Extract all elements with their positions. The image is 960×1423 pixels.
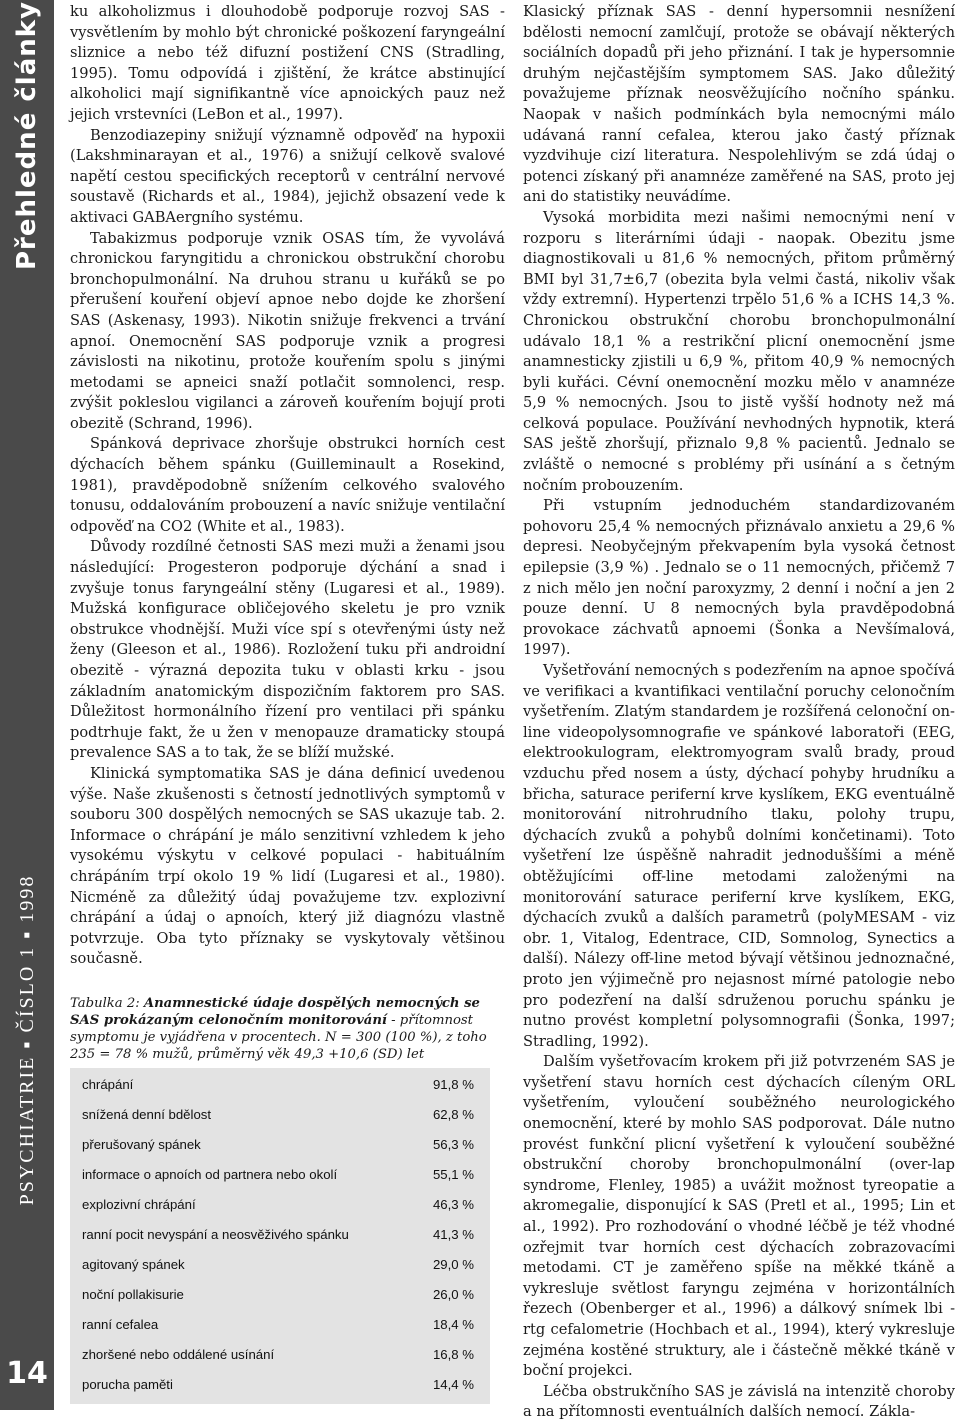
symptom-percent: 18,4 %: [432, 1317, 474, 1332]
symptom-percent: 55,1 %: [432, 1167, 474, 1182]
table-row: [82, 1160, 478, 1190]
table-caption-title: Anamnestické údaje dospělých nemocných se SAS prokázaným celonočním monitorování: [70, 996, 480, 1028]
paragraph: ku alkoholizmus i dlouhodobě podporuje rozvoj SAS - vysvětlením by mohlo být chronické poškození faryngeální sliznice a nebo též difuzní postižení CNS (Stradling, 1995). Tomu odpovídá i zjištění, že krátce abstinující alkoholici mají signifikantně více apnoických pauz než jejich vrstevníci (LeBon et al., 1997).: [70, 3, 505, 123]
table-row: [82, 1130, 478, 1160]
symptom-percent: 41,3 %: [432, 1227, 474, 1242]
paragraph: Léčba obstrukčního SAS je závislá na intenzitě choroby a na přítomnosti eventuálních dalších nemocí. Zákla-: [523, 1382, 955, 1421]
table-row: [82, 1220, 478, 1250]
symptom-label: ranní cefalea: [82, 1317, 159, 1332]
symptom-label: porucha paměti: [82, 1377, 173, 1392]
symptom-percent: 62,8 %: [432, 1107, 474, 1122]
paragraph: Při vstupním jednoduchém standardizovaném pohovoru 25,4 % nemocných přiznávalo anxietu a 29,6 % depresi. Neobyčejným překvapením byla vysoká četnost epilepsie (3,9 %) . Jednalo se o 11 nemocných, přičemž 7 z nich mělo jen noční paroxyzmy, 2 denní i noční a jen 2 pouze denní. U 8 nemocných byla pravděpodobná provokace záchvatů apnoemi (Šonka a Nevšímalová, 1997).: [523, 497, 955, 659]
symptom-percent: 56,3 %: [432, 1137, 474, 1152]
paragraph: Klinická symptomatika SAS je dána definicí uvedenou výše. Naše zkušenosti s četností jednotlivých symptomů v souboru 300 dospělých nemocných se SAS ukazuje tab. 2. Informace o chrápání je málo senzitivní vzhledem k jeho vysokému výskytu v celkové populaci - habituálním chrápáním trpí okolo 19 % lidí (Lugaresi et al., 1980). Nicméně za důležitý údaj považujeme tzv. explozivní chrápání a údaj o apnoích, který již diagnózu vlastně potvrzuje. Oba tyto příznaky se vyskytovaly většinou současně.: [70, 764, 505, 968]
symptom-label: noční pollakisurie: [82, 1287, 184, 1302]
table-caption-note: - přítomnost symptomu je vyjádřena v procentech. N = 300 (100 %), z toho 235 = 78 % mužů, průměrný věk 49,3 +10,6 (SD) let: [70, 1013, 487, 1062]
symptom-label: informace o apnoích od partnera nebo okolí: [82, 1167, 338, 1182]
table-row: [82, 1250, 478, 1280]
symptom-label: přerušovaný spánek: [82, 1137, 201, 1152]
journal-issue-label: PSYCHIATRIE ▪ ČÍSLO 1 ▪ 1998: [16, 874, 38, 1206]
symptom-percent: 14,4 %: [432, 1377, 474, 1392]
table-row: [82, 1100, 478, 1130]
symptom-label: zhoršené nebo oddálené usínání: [82, 1347, 275, 1362]
symptom-table: [70, 1068, 490, 1404]
symptom-label: explozivní chrápání: [82, 1197, 196, 1212]
symptom-percent: 29,0 %: [432, 1257, 474, 1272]
symptom-percent: 16,8 %: [432, 1347, 474, 1362]
symptom-label: ranní pocit nevyspání a neosvěživého spánku: [82, 1227, 349, 1242]
paragraph: Tabakizmus podporuje vznik OSAS tím, že vyvolává chronickou faryngitidu a chronickou obstrukční chorobu bronchopulmonální. Na druhou stranu u kuřáků se po přerušení kouření objeví apnoe nebo dojde ke zhoršení SAS (Askenasy, 1993). Nikotin snižuje frekvenci a trvání apnoí. Onemocnění SAS podporuje vznik a progresi závislosti na nikotinu, protože kouřením spolu s jinými metodami se apneici snaží potlačit somnolenci, resp. zvýšit pokleslou vigilanci a zároveň kouřením bojují proti obezitě (Schrand, 1996).: [70, 229, 505, 432]
table-row: [82, 1190, 478, 1220]
symptom-label: snížená denní bdělost: [82, 1107, 212, 1122]
table-row: [82, 1310, 478, 1340]
table-caption: [70, 995, 505, 1063]
paragraph: Dalším vyšetřovacím krokem při již potvrzeném SAS je vyšetření stavu horních cest dýchacích cíleným ORL vyšetřením, vyloučení souběžného neurologického onemocnění, které by mohlo SAS podporovat. Dále nutno provést funkční plicní vyšetření k vyloučení souběžné obstrukční choroby bronchopulmonální (over-lap syndrome, Flenley, 1985) a uvážit možnost tyreopatie a akromegalie, disponující k SAS (Pretl et al., 1995; Lin et al., 1992). Pro rozhodování o vhodné léčbě je též vhodné ozřejmit tvar horních cest dýchacích zobrazovacími metodami. CT je zaměřeno spíše na měkké tkáně a vykresluje světlost faryngu zejména v horizontálních řezech (Obenberger et al., 1996) a dálkový snímek lbi - rtg cefalometrie (Hochbach et al., 1994), který vykresluje zejména kostěné struktury, ale i částečně měkké tkáně v boční projekci.: [523, 1053, 955, 1380]
table-row: [82, 1070, 478, 1100]
table-row: [82, 1340, 478, 1370]
symptom-label: agitovaný spánek: [82, 1257, 185, 1272]
table-row: [82, 1280, 478, 1310]
section-title: Přehledné články: [12, 1, 42, 270]
paragraph: Důvody rozdílné četnosti SAS mezi muži a ženami jsou následující: Progesteron podporuje dýchání a snad i zvyšuje tonus faryngeální stěny (Lugaresi et al., 1989). Mužská konfigurace obličejového skeletu je pro vznik obstrukce vhodnější. Muži více spí s otevřenými ústy než ženy (Gleeson et al., 1986). Rozložení tuku při androidní obezitě - výrazná depozita tuku v oblasti krku - jsou základním anatomickým dispozičním faktorem pro SAS. Důležitost hormonálního řízení pro ventilaci při spánku podtrhuje fakt, že u žen v menopauze dramaticky stoupá prevalence SAS a to tak, že se blíží mužské.: [70, 538, 505, 762]
table-caption-prefix: Tabulka 2:: [70, 996, 144, 1011]
symptom-percent: 46,3 %: [432, 1197, 474, 1212]
symptom-percent: 26,0 %: [432, 1287, 474, 1302]
right-text-column: [523, 2, 955, 1423]
paragraph: Spánková deprivace zhoršuje obstrukci horních cest dýchacích během spánku (Guilleminault a Rosekind, 1981), pravděpodobně snížením celkového svalového tonusu, oddalováním probouzení a navíc snižuje ventilační odpověď na CO2 (White et al., 1983).: [70, 435, 505, 535]
paragraph: Vyšetřování nemocných s podezřením na apnoe spočívá ve verifikaci a kvantifikaci ventilační poruchy celonočním vyšetřením. Zlatým standardem je rozšířená celonoční on-line videopolysomnografie ve spánkové laboratoři (EEG, elektrookulogram, elektromyogram svalů brady, proud vzduchu před nosem a ústy, dýchací pohyby hrudníku a břicha, saturace periferní krve kyslíkem, EKG eventuálně monitorování nitrohrudního tlaku, polohy trupu, dýchacích zvuků a pohybů dolními končetinami). Toto vyšetření lze úspěšně nahradit jednoduššími a méně obtěžujícími off-line metodami založenými na monitorování saturace periferní krve kyslíkem, EKG, dýchacích zvuků a dalších parametrů (polyMESAM - viz obr. 1, Vitalog, Edentrace, CID, Somnolog, Synectics a další). Nálezy off-line metod bývají většinou jednoznačné, proto jen výjimečně pro nejasnost mírné patologie nebo pro podezření na další sdruženou poruchu spánku je nutno provést kompletní polysomnografii (Šonka, 1997; Stradling, 1992).: [523, 662, 956, 1050]
page-number: 14: [6, 1356, 48, 1391]
paragraph: Klasický příznak SAS - denní hypersomnii nesnížení bdělosti nemocní zamlčují, protože se obávají některých sociálních dopadů při jeho přiznání. I tak je hypersomnie druhým nejčastějším symptomem SAS. Jako důležitý považujeme příznak neosvěžujícího nočního spánku. Naopak v našich podmínkách byla nemocnými málo udávaná ranní cefalea, kterou jako častý příznak vyzdvihuje cizí literatura. Nespolehlivým se zdá údaj o potenci získaný při anamnéze zaměřené na SAS, proto jej ani do statistiky neuvádíme.: [523, 3, 955, 206]
symptom-percent: 91,8 %: [432, 1077, 474, 1092]
left-text-column: [70, 2, 505, 970]
table-row: [82, 1370, 478, 1400]
symptom-label: chrápání: [82, 1077, 134, 1092]
paragraph: Vysoká morbidita mezi našimi nemocnými není v rozporu s literárními údaji - naopak. Obezitu jsme diagnostikovali u 81,6 % nemocných, přitom průměrný BMI byl 31,7±6,7 (obezita byla velmi častá, nikoliv však vždy extremní). Hypertenzi trpělo 51,6 % a ICHS 14,3 %. Chronickou obstrukční chorobu bronchopulmonální udávalo 18,1 % a restrikční plicní onemocnění jsme anamnesticky zjistili u 6,9 %, přitom 40,9 % nemocných byli kuřáci. Cévní onemocnění mozku mělo v anamnéze 5,9 % nemocných. Jsou to jistě vyšší hodnoty než má celková populace. Používání nevhodných hypnotik, která SAS ještě zhoršují, přiznalo 9,8 % pacientů. Jednalo se zvláště o nemocné s problémy při usínání a s četným nočním probouzením.: [523, 208, 955, 494]
paragraph: Benzodiazepiny snižují významně odpověď na hypoxii (Lakshminarayan et al., 1976) a snižují celkově svalové napětí cestou specifických receptorů v centrální nervové soustavě (Richards et al., 1984), jejichž obsazení vede k aktivaci GABAergního systému.: [70, 126, 505, 226]
